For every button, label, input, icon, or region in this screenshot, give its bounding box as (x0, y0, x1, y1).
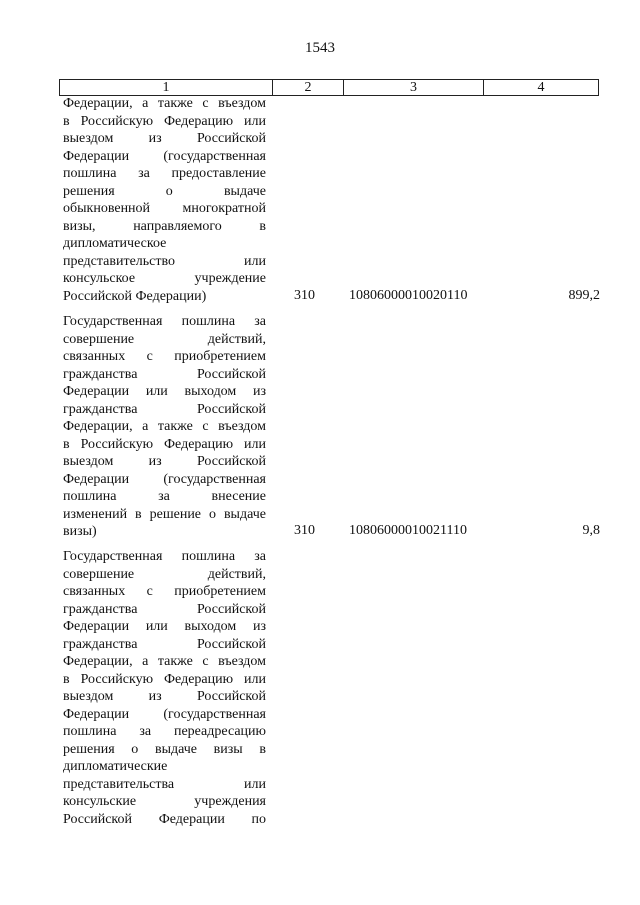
description-line: Российской Федерации по (63, 811, 266, 827)
description-line: гражданства Российской (63, 366, 266, 382)
column-header-2: 2 (272, 80, 343, 95)
description-line: Федерации или выходом из (63, 619, 266, 634)
description-line: изменений в решение о выдаче (63, 506, 266, 522)
description-line: совершение действий, (63, 331, 266, 347)
description-line: Федерации, а также с въездом (63, 96, 266, 111)
description-line: решения о выдаче визы в (63, 741, 266, 757)
row-kbk: 10806000010020110 (349, 287, 468, 303)
description-line: представительства или (63, 776, 266, 792)
description-line: Государственная пошлина за (63, 549, 266, 564)
description-line: дипломатическое (63, 236, 167, 251)
description-line: Федерации, а также с въездом (63, 419, 266, 434)
table-row (63, 95, 600, 305)
description-line: выездом из Российской (63, 131, 266, 146)
row-kbk: 10806000010021110 (349, 523, 467, 538)
description-line: обыкновенной многократной (63, 201, 266, 216)
description-line: решения о выдаче (63, 183, 266, 199)
description-line: в Российскую Федерацию или (63, 436, 266, 452)
table-row (63, 313, 600, 541)
table-header-row (59, 79, 599, 96)
description-line: гражданства Российской (63, 401, 266, 417)
description-line: связанных с приобретением (63, 349, 266, 364)
description-line: консульские учреждения (63, 794, 266, 809)
page-number: 1543 (305, 40, 335, 56)
description-line: представительство или (63, 253, 266, 269)
description-line: Государственная пошлина за (63, 314, 266, 329)
description-line: совершение действий, (63, 566, 266, 582)
description-line: выездом из Российской (63, 689, 266, 704)
description-line: гражданства Российской (63, 601, 266, 617)
row-code: 310 (294, 523, 315, 538)
description-line: Российской Федерации) (63, 288, 207, 304)
column-header-3: 3 (343, 80, 483, 95)
description-line: выездом из Российской (63, 454, 266, 469)
description-line: дипломатические (63, 759, 168, 774)
description-line: в Российскую Федерацию или (63, 113, 266, 129)
description-line: пошлина за переадресацию (63, 724, 266, 739)
description-line: визы) (63, 524, 97, 539)
column-header-4: 4 (483, 80, 598, 95)
description-line: пошлина за внесение (63, 489, 266, 504)
row-code: 310 (294, 287, 315, 303)
row-description (63, 313, 266, 541)
description-line: пошлина за предоставление (63, 166, 266, 181)
row-description (63, 548, 266, 828)
description-line: Федерации (государственная (63, 471, 266, 487)
column-header-1: 1 (162, 80, 170, 95)
description-line: связанных с приобретением (63, 584, 266, 599)
description-line: гражданства Российской (63, 636, 266, 652)
row-amount: 899,2 (568, 287, 600, 303)
description-line: Федерации или выходом из (63, 384, 266, 399)
description-line: в Российскую Федерацию или (63, 671, 266, 687)
row-amount: 9,8 (582, 523, 600, 538)
description-line: Федерации (государственная (63, 706, 266, 722)
table-row (63, 548, 600, 828)
description-line: визы, направляемого в (63, 218, 266, 234)
description-line: Федерации, а также с въездом (63, 654, 266, 669)
description-line: консульское учреждение (63, 271, 266, 286)
description-line: Федерации (государственная (63, 148, 266, 164)
row-description (63, 95, 266, 305)
